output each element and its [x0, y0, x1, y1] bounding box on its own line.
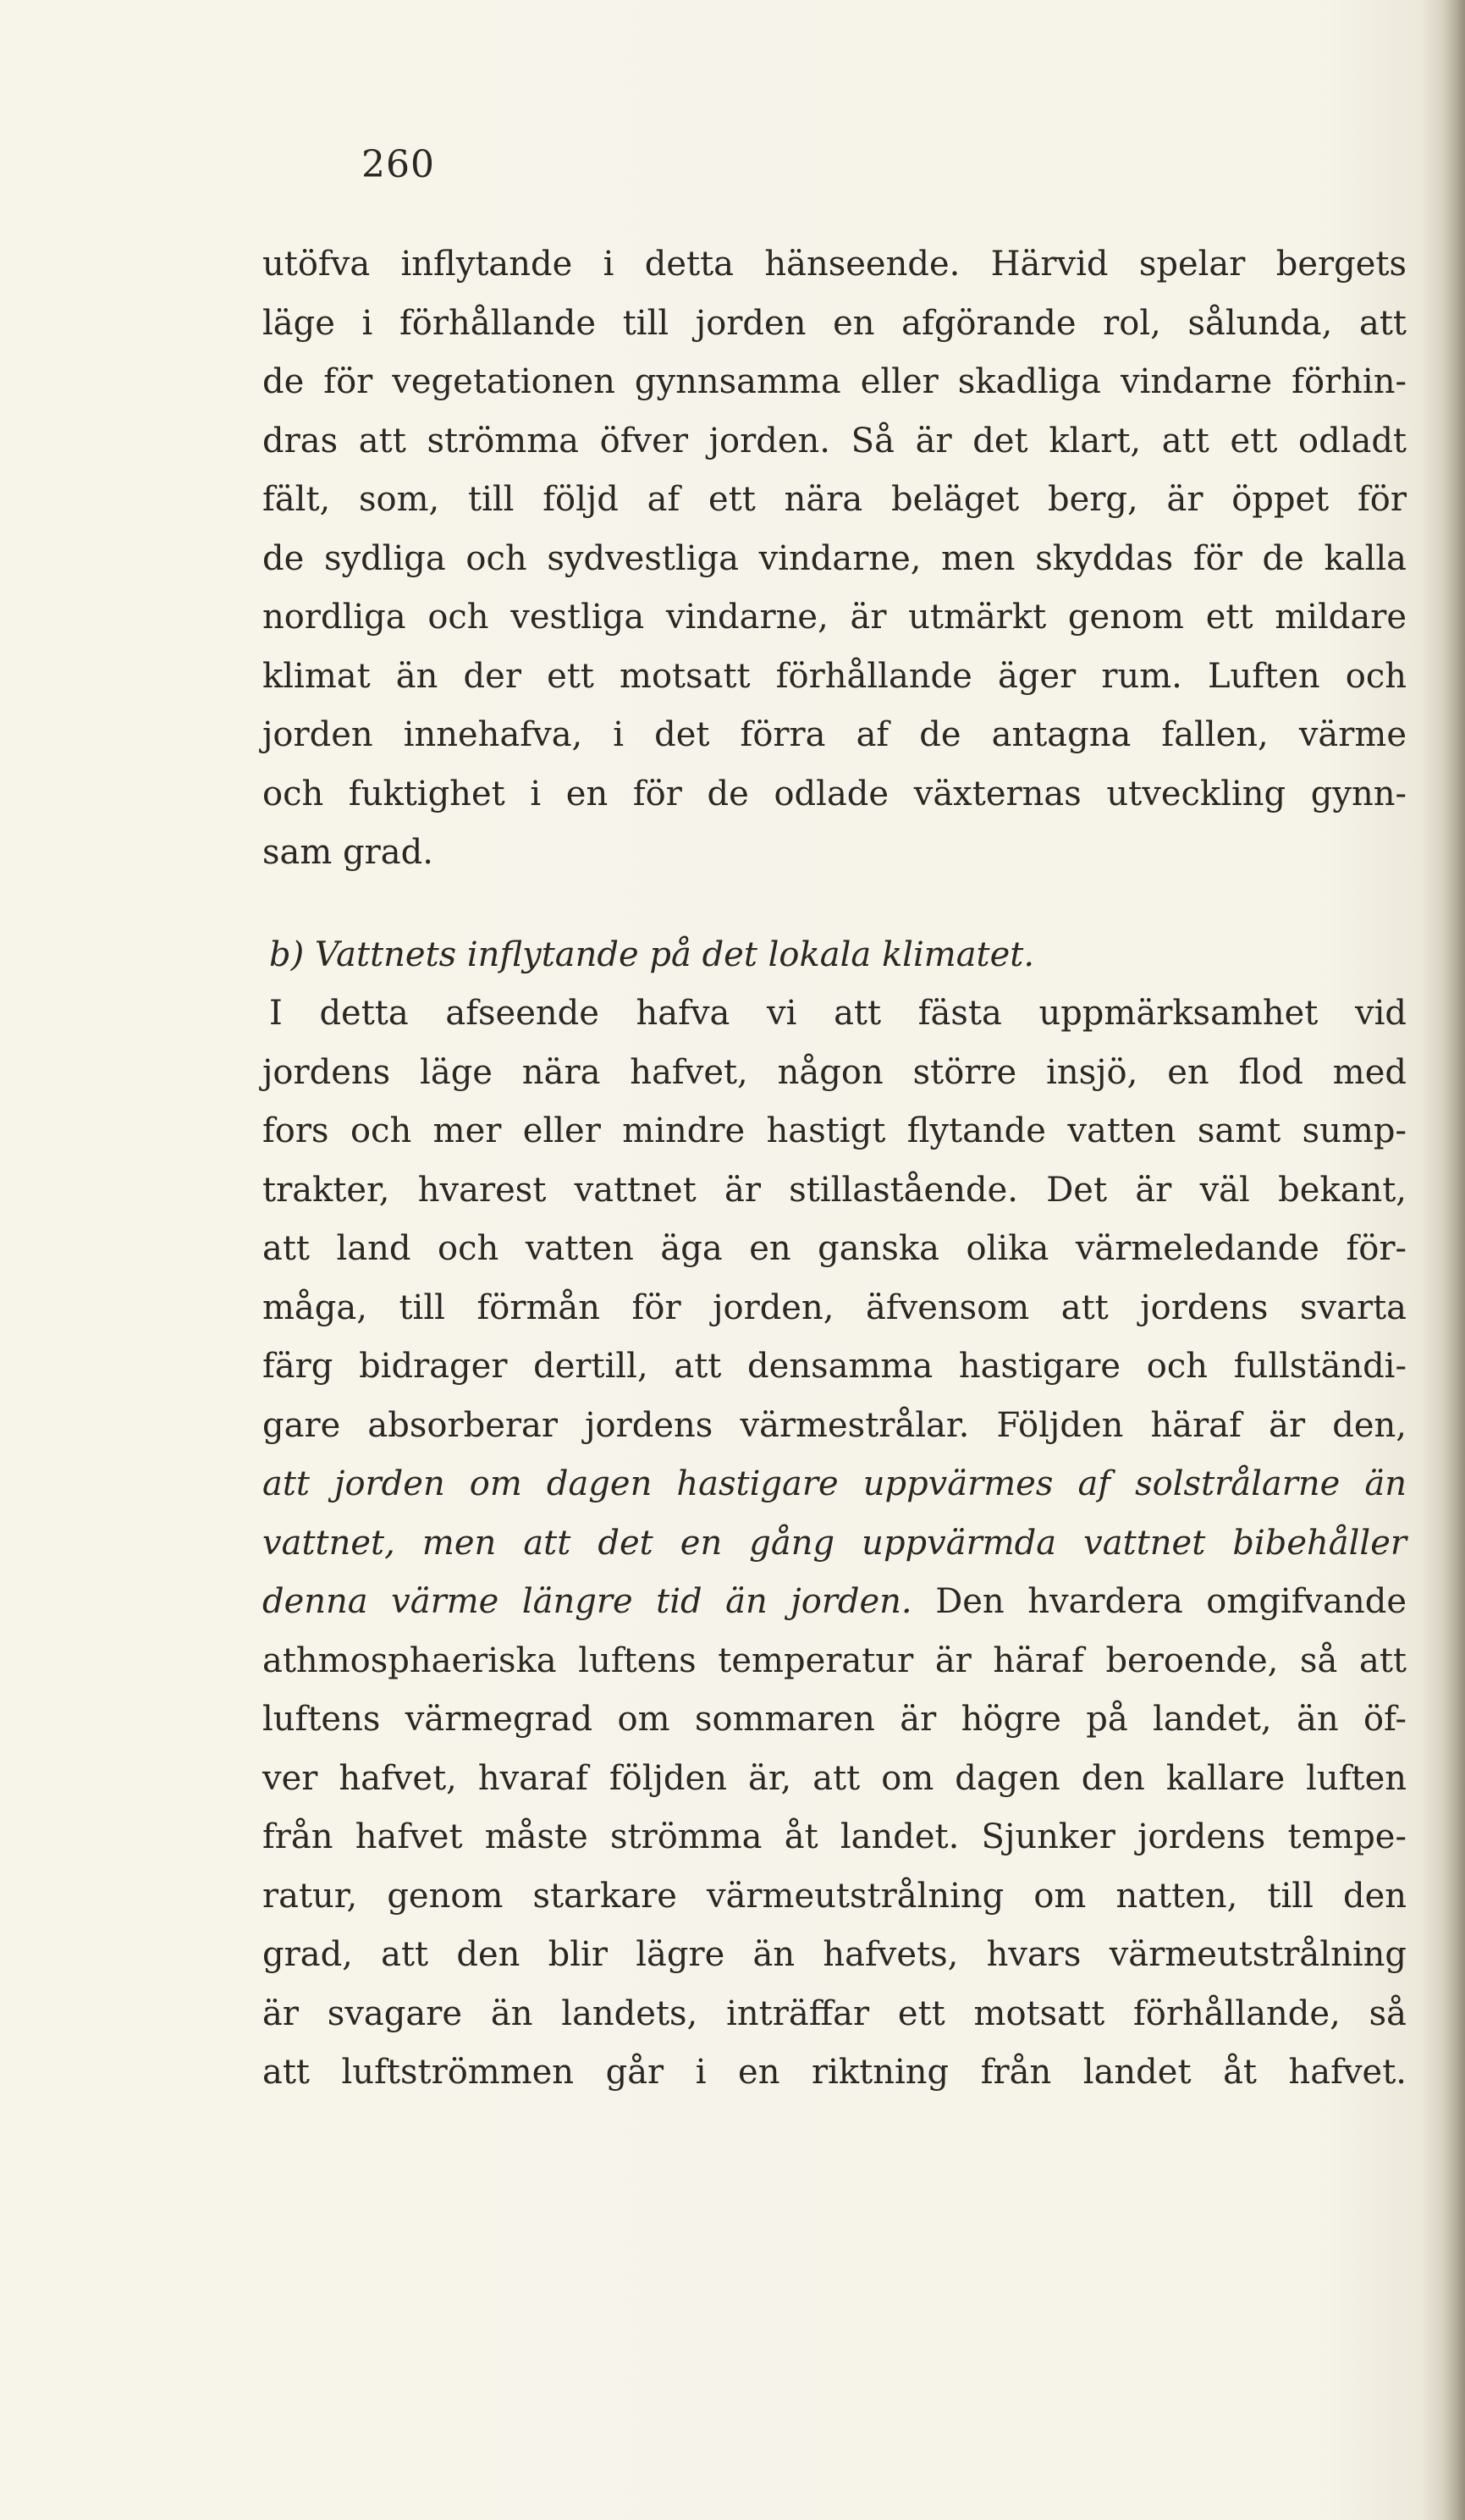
text-line: nordliga och vestliga vindarne, är utmärkt genom ett mildare — [262, 598, 1407, 637]
text-line: gare absorberar jordens värmestrålar. Följden häraf är den, — [262, 1405, 1407, 1445]
text-line-italic: att jorden om dagen hastigare uppvärmes af solstrålarne än — [262, 1464, 1407, 1503]
text-line: luftens värmegrad om sommaren är högre på landet, än öf- — [262, 1700, 1407, 1739]
text-line: dras att strömma öfver jorden. Så är det klart, att ett odladt — [262, 421, 1407, 460]
page-edge-shadow — [1443, 0, 1465, 2520]
roman-segment: Den hvardera omgifvande — [935, 1582, 1407, 1621]
section-gap — [262, 883, 1407, 926]
text-line: de sydliga och sydvestliga vindarne, men skyddas för de kalla — [262, 538, 1407, 578]
section-heading: b) Vattnets inflytande på det lokala klimatet. — [269, 935, 1035, 974]
text-line: jordens läge nära hafvet, någon större insjö, en flod med — [262, 1052, 1407, 1092]
text-line: I detta afseende hafva vi att fästa uppmärksamhet vid — [269, 994, 1407, 1033]
text-line: athmosphaeriska luftens temperatur är häraf beroende, så att — [262, 1640, 1407, 1680]
text-line: att land och vatten äga en ganska olika värmeledande för- — [262, 1229, 1407, 1268]
text-line: klimat än der ett motsatt förhållande äger rum. Luften och — [262, 656, 1407, 696]
text-line-italic: vattnet, men att det en gång uppvärmda vattnet bibehåller — [262, 1523, 1407, 1563]
text-line: grad, att den blir lägre än hafvets, hvars värmeutstrålning — [262, 1935, 1407, 1974]
text-line: ver hafvet, hvaraf följden är, att om dagen den kallare luften — [262, 1758, 1407, 1798]
text-line: sam grad. — [262, 833, 433, 872]
text-line-mixed — [262, 1573, 1407, 1632]
text-line: är svagare än landets, inträffar ett motsatt förhållande, så — [262, 1993, 1407, 2033]
text-line: från hafvet måste strömma åt landet. Sjunker jordens tempe- — [262, 1817, 1407, 1856]
text-line: utöfva inflytande i detta hänseende. Härvid spelar bergets — [262, 245, 1407, 284]
body-text — [262, 235, 1407, 2103]
text-line: färg bidrager dertill, att densamma hastigare och fullständi- — [262, 1347, 1407, 1386]
text-line: och fuktighet i en för de odlade växternas utveckling gynn- — [262, 774, 1407, 813]
text-line: jorden innehafva, i det förra af de antagna fallen, värme — [262, 715, 1407, 754]
text-line: fors och mer eller mindre hastigt flytande vatten samt sump- — [262, 1111, 1407, 1150]
text-line: måga, till förmån för jorden, äfvensom att jordens svarta — [262, 1288, 1407, 1327]
text-line: trakter, hvarest vattnet är stillastående. Det är väl bekant, — [262, 1170, 1407, 1210]
text-line: de för vegetationen gynnsamma eller skadliga vindarne förhin- — [262, 362, 1407, 401]
text-line: att luftströmmen går i en riktning från landet åt hafvet. — [262, 2053, 1407, 2092]
text-line: fält, som, till följd af ett nära beläget berg, är öppet för — [262, 480, 1407, 519]
text-line: läge i förhållande till jorden en afgörande rol, sålunda, att — [262, 303, 1407, 343]
text-line: ratur, genom starkare värmeutstrålning om natten, till den — [262, 1876, 1407, 1916]
page-number: 260 — [361, 143, 435, 186]
italic-segment: denna värme längre tid än jorden. — [262, 1582, 912, 1621]
